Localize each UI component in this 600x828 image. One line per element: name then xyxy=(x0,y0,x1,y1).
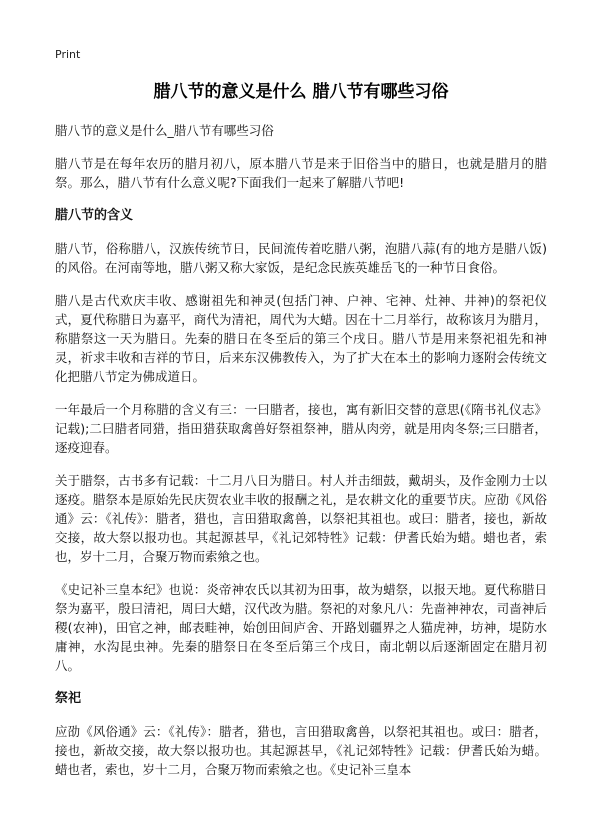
meaning-paragraph-5: 《史记补三皇本纪》也说：炎帝神农氏以其初为田事，故为蜡祭，以报天地。夏代称腊日祭为嘉平，殷曰清祀，周曰大蜡，汉代改为腊。祭祀的对象凡八：先啬神神农，司啬神后稷(农神)，田官之神，邮表畦神，始创田间庐舍、开路划疆界之人猫虎神，坊神，堤防水庸神，水沟昆虫神。先秦的腊祭日在冬至后第三个戌日，南北朝以后逐渐固定在腊月初八。 xyxy=(55,582,547,673)
article-subtitle: 腊八节的意义是什么_腊八节有哪些习俗 xyxy=(55,123,274,138)
section-heading-sacrifice: 祭祀 xyxy=(55,691,82,706)
sacrifice-paragraph-1: 应劭《风俗通》云：《礼传》：腊者，猎也，言田猎取禽兽，以祭祀其祖也。或曰：腊者，接也，新故交接，故大祭以报功也。其起源甚早，《礼记郊特牲》记载：伊耆氏始为蜡。蜡也者，索也，岁十二月，合聚万物而索飨之也。《史记补三皇本 xyxy=(55,724,547,777)
article-body xyxy=(55,121,547,793)
print-link[interactable]: Print xyxy=(55,48,81,61)
meaning-paragraph-2: 腊八是古代欢庆丰收、感谢祖先和神灵(包括门神、户神、宅神、灶神、井神)的祭祀仪式，夏代称腊日为嘉平，商代为清祀，周代为大蜡。因在十二月举行，故称该月为腊月，称腊祭这一天为腊日。先秦的腊日在冬至后的第三个戌日。腊八节是用来祭祀祖先和神灵，祈求丰收和吉祥的节日，后来东汉佛教传入，为了扩大在本土的影响力逐附会传统文化把腊八节定为佛成道日。 xyxy=(55,293,547,384)
meaning-paragraph-1: 腊八节，俗称腊八，汉族传统节日，民间流传着吃腊八粥，泡腊八蒜(有的地方是腊八饭)的风俗。在河南等地，腊八粥又称大家饭，是纪念民族英雄岳飞的一种节日食俗。 xyxy=(55,241,547,275)
meaning-paragraph-4: 关于腊祭，古书多有记载：十二月八日为腊日。村人并击细鼓，戴胡头，及作金刚力士以逐疫。腊祭本是原始先民庆贺农业丰收的报酬之礼，是农耕文化的重要节庆。应劭《风俗通》云：《礼传》：腊者，猎也，言田猎取禽兽，以祭祀其祖也。或曰：腊者，接也，新故交接，故大祭以报功也。其起源甚早，《礼记郊特牲》记载：伊耆氏始为蜡。蜡也者，索也，岁十二月，合聚万物而索飨之也。 xyxy=(55,473,547,564)
meaning-paragraph-3: 一年最后一个月称腊的含义有三：一曰腊者，接也，寓有新旧交替的意思(《隋书礼仪志》记载);二曰腊者同猎，指田猎获取禽兽好祭祖祭神，腊从肉旁，就是用肉冬祭;三曰腊者，逐疫迎春。 xyxy=(55,402,547,455)
page-title: 腊八节的意义是什么 腊八节有哪些习俗 xyxy=(153,82,449,102)
section-heading-meaning: 腊八节的含义 xyxy=(55,208,134,223)
intro-paragraph: 腊八节是在每年农历的腊月初八，原本腊八节是来于旧俗当中的腊日，也就是腊月的腊祭。那么，腊八节有什么意义呢?下面我们一起来了解腊八节吧! xyxy=(55,156,547,190)
